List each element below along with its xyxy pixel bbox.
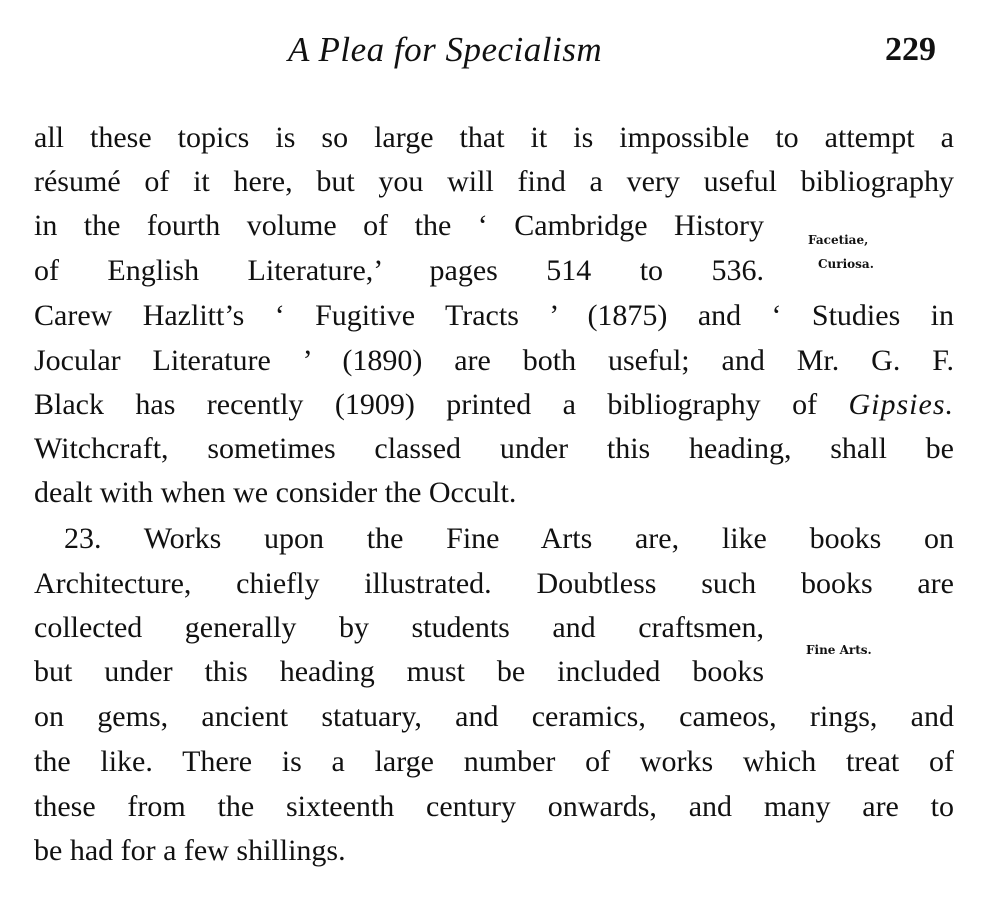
text-line: of English Literature,’ pages 514 to 536. xyxy=(34,254,764,287)
text-line: in the fourth volume of the ‘ Cambridge History xyxy=(34,209,764,242)
page-number: 229 xyxy=(885,31,936,68)
text-line: Carew Hazlitt’s ‘ Fugitive Tracts ’ (1875) and ‘ Studies in xyxy=(34,299,954,332)
italic-term-gipsies: Gipsies. xyxy=(848,388,954,421)
text-line: Architecture, chiefly illustrated. Doubtless such books are xyxy=(34,567,954,600)
sidenote-facetiae: Facetiae, xyxy=(808,233,869,247)
text-line-part: Black has recently (1909) printed a bibliography of xyxy=(34,388,818,421)
text-line: on gems, ancient statuary, and ceramics, cameos, rings, and xyxy=(34,700,954,733)
running-header xyxy=(0,30,1000,74)
text-line: dealt with when we consider the Occult. xyxy=(34,476,517,509)
text-line: résumé of it here, but you will find a very useful bibliography xyxy=(34,165,954,198)
text-line: be had for a few shillings. xyxy=(34,834,346,867)
text-line: Witchcraft, sometimes classed under this heading, shall be xyxy=(34,432,954,465)
running-title: A Plea for Specialism xyxy=(288,30,603,69)
text-line: Jocular Literature ’ (1890) are both useful; and Mr. G. F. xyxy=(34,344,954,377)
sidenote-fine-arts: Fine Arts. xyxy=(806,643,872,657)
text-line: the like. There is a large number of works which treat of xyxy=(34,745,954,778)
text-line xyxy=(34,385,954,425)
sidenote-curiosa: Curiosa. xyxy=(818,257,874,271)
text-line: but under this heading must be included books xyxy=(34,655,764,688)
text-line: collected generally by students and craftsmen, xyxy=(34,611,764,644)
text-line: all these topics is so large that it is impossible to attempt a xyxy=(34,121,954,154)
text-line: these from the sixteenth century onwards, and many are to xyxy=(34,790,954,823)
paragraph-start-line: 23. Works upon the Fine Arts are, like books on xyxy=(64,522,954,555)
